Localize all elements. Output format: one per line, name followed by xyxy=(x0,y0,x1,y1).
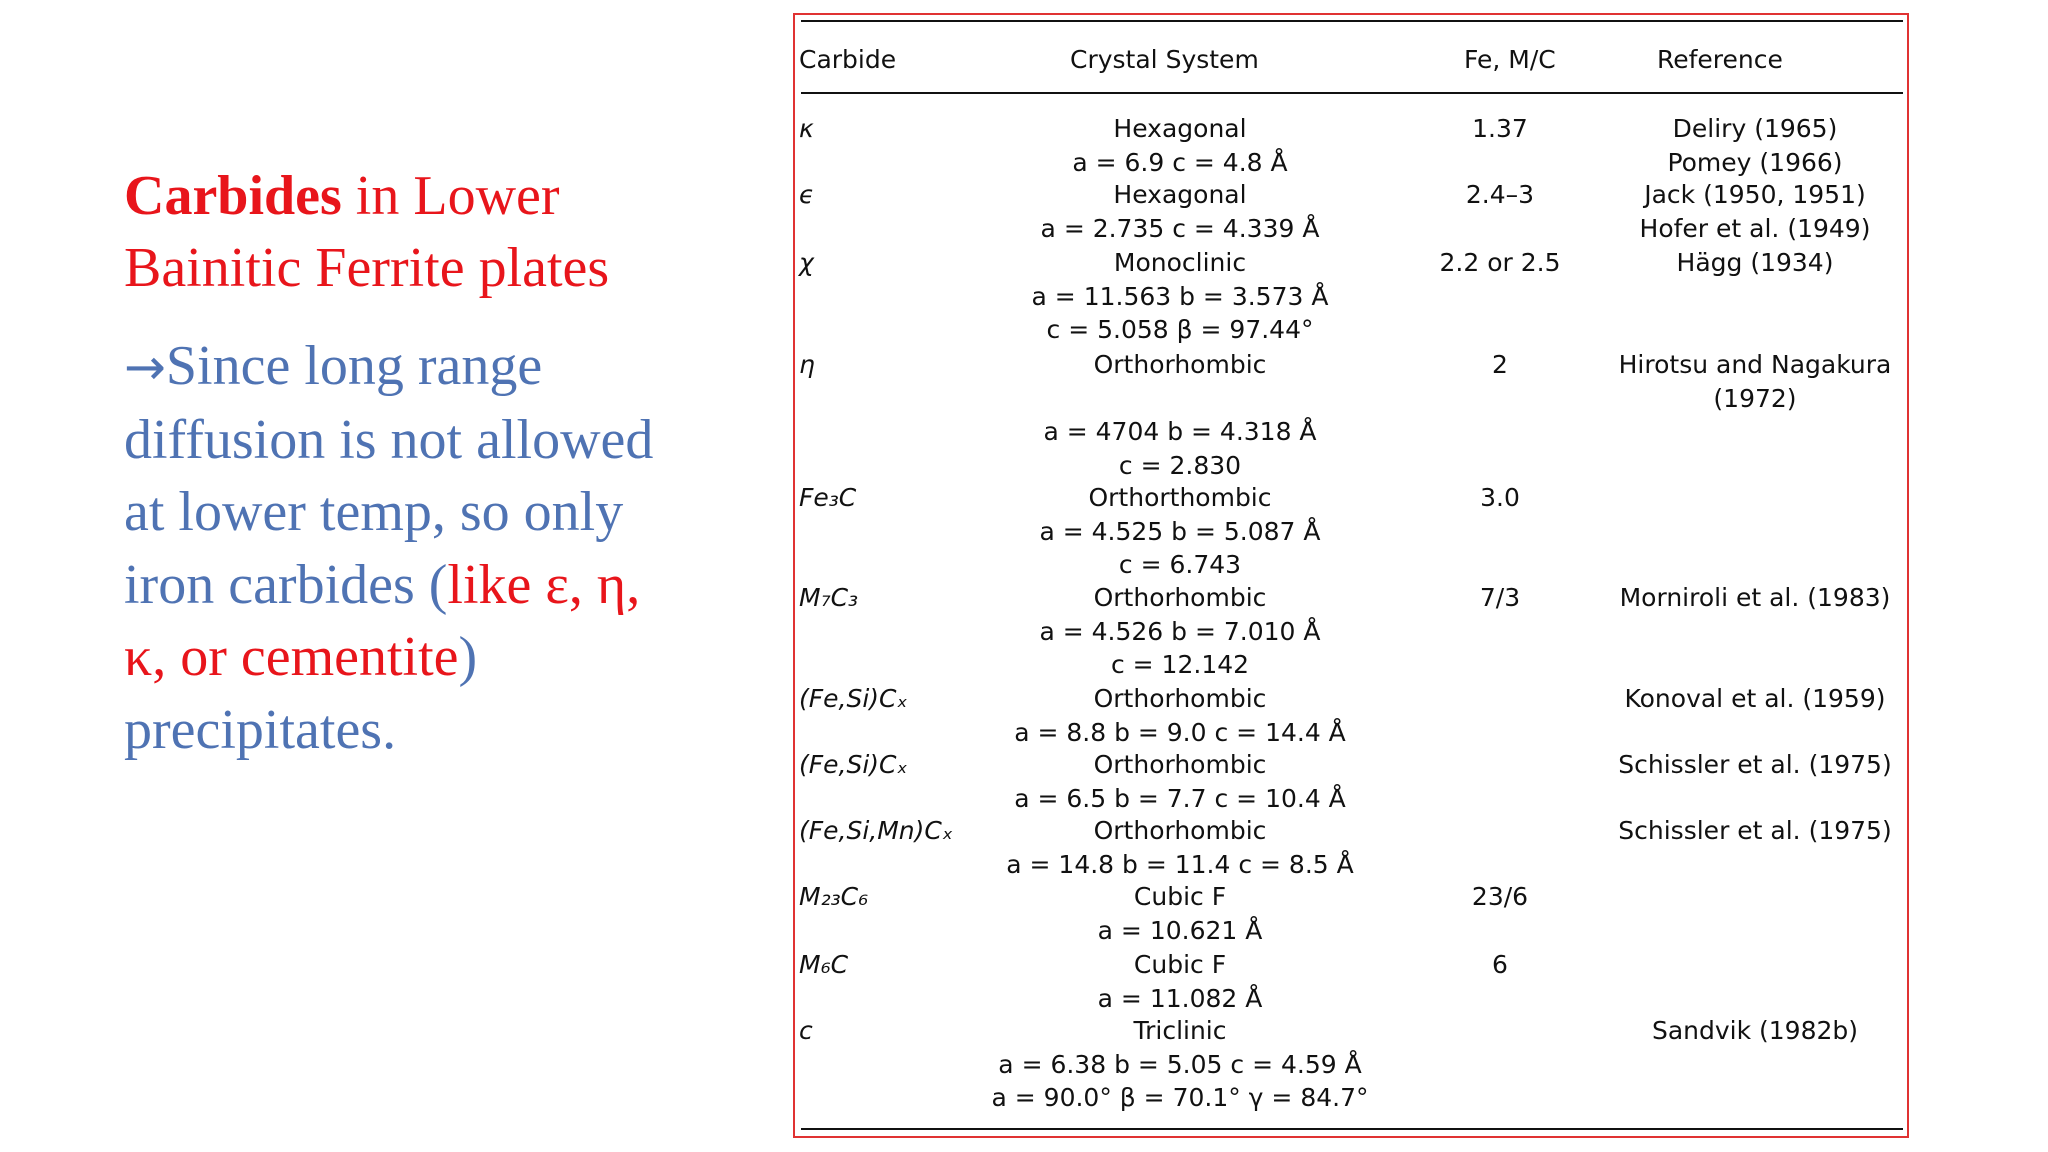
header-carbide: Carbide xyxy=(799,45,897,74)
cell-carbide: ϵ xyxy=(799,180,815,209)
crystal-line: a = 90.0° β = 70.1° γ = 84.7° xyxy=(991,1083,1369,1112)
right-arrow-icon: → xyxy=(124,338,166,396)
cell-carbide: M₆C xyxy=(799,950,849,979)
heading-bold-word: Carbides xyxy=(124,165,342,227)
cell-crystal-system xyxy=(925,1014,1435,1115)
reference-line: Schissler et al. (1975) xyxy=(1618,816,1892,845)
crystal-line: Monoclinic xyxy=(1113,248,1247,277)
crystal-line xyxy=(925,382,1435,416)
crystal-line: Orthorhombic xyxy=(1093,750,1267,779)
crystal-line: c = 12.142 xyxy=(1110,650,1250,679)
cell-fe-mc: 7/3 xyxy=(1479,583,1521,612)
cell-crystal-system xyxy=(925,682,1435,749)
cell-reference xyxy=(1555,246,1955,280)
cell-crystal-system xyxy=(925,348,1435,482)
slide-heading xyxy=(124,160,684,304)
heading-line-2: Bainitic Ferrite plates xyxy=(124,237,610,299)
crystal-line: a = 11.082 Å xyxy=(1097,983,1263,1013)
cell-fe-mc: 3.0 xyxy=(1480,483,1520,512)
cell-carbide: c xyxy=(799,1016,813,1045)
cell-crystal-system xyxy=(925,246,1435,347)
body-text-blue-2: ) precipitates. xyxy=(124,626,478,761)
reference-line: Schissler et al. (1975) xyxy=(1618,750,1892,779)
cell-reference xyxy=(1555,348,1955,415)
header-crystal-system: Crystal System xyxy=(1070,45,1259,74)
cell-carbide: Fe₃C xyxy=(799,483,857,512)
crystal-line: Cubic F xyxy=(1133,950,1227,979)
crystal-line: c = 2.830 xyxy=(1118,450,1242,480)
cell-carbide: M₂₃C₆ xyxy=(799,882,869,911)
cell-fe-mc: 2.4–3 xyxy=(1465,180,1535,209)
crystal-line: a = 10.621 Å xyxy=(1097,915,1263,945)
header-reference: Reference xyxy=(1657,45,1783,74)
reference-line: Hirotsu and Nagakura xyxy=(1618,350,1892,379)
reference-line: Hägg (1934) xyxy=(1676,248,1834,277)
header-fe-mc: Fe, M/C xyxy=(1464,45,1556,74)
reference-line: Jack (1950, 1951) xyxy=(1644,180,1866,209)
crystal-line: Orthorhombic xyxy=(1093,816,1267,845)
crystal-line: a = 6.38 b = 5.05 c = 4.59 Å xyxy=(998,1049,1362,1079)
cell-reference xyxy=(1555,682,1955,716)
cell-crystal-system xyxy=(925,748,1435,815)
cell-fe-mc: 23/6 xyxy=(1471,882,1529,911)
cell-carbide: (Fe,Si,Mn)Cₓ xyxy=(799,816,953,845)
cell-crystal-system xyxy=(925,481,1435,582)
cell-reference xyxy=(1555,112,1955,179)
crystal-line: a = 4704 b = 4.318 Å xyxy=(1043,417,1317,446)
cell-crystal-system xyxy=(925,880,1435,947)
crystal-line: Orthorthombic xyxy=(1088,483,1272,512)
heading-rest: in Lower xyxy=(341,165,560,227)
cell-reference xyxy=(1555,814,1955,848)
cell-carbide: M₇C₃ xyxy=(799,583,859,612)
body-text-blue-1: Since long range diffusion is not allowed at lower temp, so only iron carbides ( xyxy=(124,335,654,616)
cell-crystal-system xyxy=(925,814,1435,881)
crystal-line: c = 6.743 xyxy=(1118,550,1242,579)
cell-reference xyxy=(1555,1014,1955,1048)
cell-fe-mc: 1.37 xyxy=(1472,114,1528,143)
reference-line: Konoval et al. (1959) xyxy=(1624,684,1886,713)
cell-carbide: (Fe,Si)Cₓ xyxy=(799,750,908,779)
reference-line: Hofer et al. (1949) xyxy=(1639,213,1871,243)
carbide-table xyxy=(793,13,1909,1138)
cell-crystal-system xyxy=(925,112,1435,179)
cell-fe-mc: 2.2 or 2.5 xyxy=(1439,248,1561,277)
cell-crystal-system xyxy=(925,581,1435,682)
crystal-line: a = 6.9 c = 4.8 Å xyxy=(1072,147,1288,177)
reference-line: Deliry (1965) xyxy=(1672,114,1838,143)
crystal-line: Cubic F xyxy=(1133,882,1227,911)
cell-crystal-system xyxy=(925,948,1435,1015)
cell-fe-mc: 2 xyxy=(1492,350,1508,379)
crystal-line: Orthorhombic xyxy=(1093,684,1267,713)
crystal-line: Orthorhombic xyxy=(1093,583,1267,612)
cell-carbide: (Fe,Si)Cₓ xyxy=(799,684,908,713)
crystal-line: Triclinic xyxy=(1133,1016,1227,1045)
crystal-line: Hexagonal xyxy=(1113,114,1247,143)
crystal-line: c = 5.058 β = 97.44° xyxy=(1046,315,1314,344)
cell-reference xyxy=(1555,748,1955,782)
cell-crystal-system xyxy=(925,178,1435,245)
reference-line: Sandvik (1982b) xyxy=(1651,1016,1859,1045)
crystal-line: a = 2.735 c = 4.339 Å xyxy=(1040,213,1320,243)
cell-carbide: χ xyxy=(799,248,814,277)
table-header-rule xyxy=(801,92,1903,94)
left-text-panel xyxy=(124,160,684,766)
body-text-red: like ε, η, κ, or cementite xyxy=(124,553,641,688)
reference-line: Pomey (1966) xyxy=(1667,147,1843,177)
cell-carbide: η xyxy=(799,350,815,379)
cell-fe-mc: 6 xyxy=(1492,950,1508,979)
crystal-line: Orthorhombic xyxy=(1093,350,1267,379)
cell-reference xyxy=(1555,581,1955,615)
table-top-rule xyxy=(801,20,1903,22)
body-paragraph xyxy=(124,330,684,766)
crystal-line: a = 6.5 b = 7.7 c = 10.4 Å xyxy=(1014,783,1346,813)
table-bottom-rule xyxy=(801,1128,1903,1130)
reference-line: Morniroli et al. (1983) xyxy=(1619,583,1891,612)
cell-carbide: κ xyxy=(799,114,814,143)
reference-line: (1972) xyxy=(1713,383,1797,413)
crystal-line: a = 11.563 b = 3.573 Å xyxy=(1031,281,1329,311)
crystal-line: a = 8.8 b = 9.0 c = 14.4 Å xyxy=(1014,717,1346,747)
crystal-line: a = 4.526 b = 7.010 Å xyxy=(1039,616,1321,646)
crystal-line: Hexagonal xyxy=(1113,180,1247,209)
crystal-line: a = 14.8 b = 11.4 c = 8.5 Å xyxy=(1006,849,1354,879)
crystal-line: a = 4.525 b = 5.087 Å xyxy=(1039,516,1321,546)
cell-reference xyxy=(1555,178,1955,245)
